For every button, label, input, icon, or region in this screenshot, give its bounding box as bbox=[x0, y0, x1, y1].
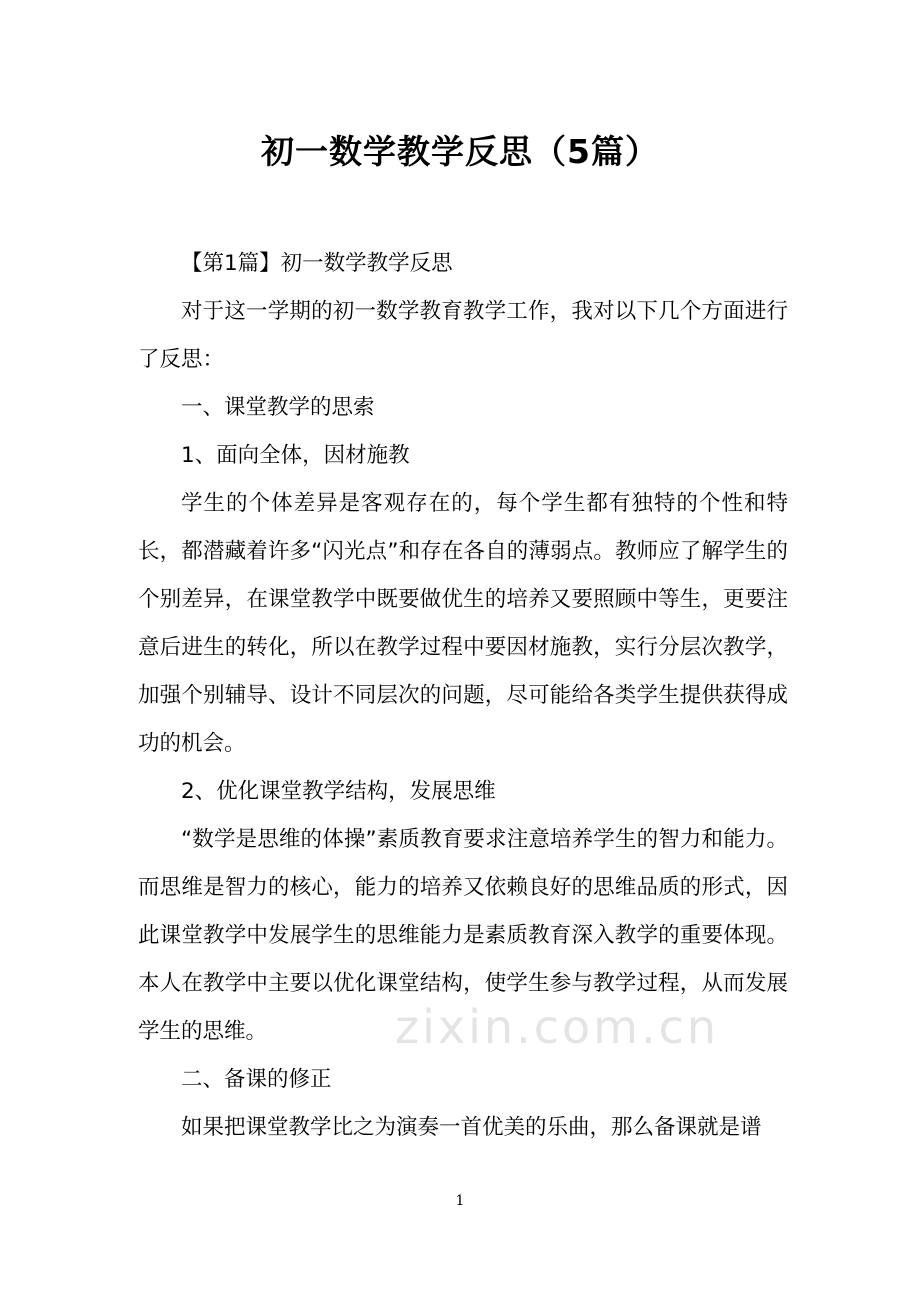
watermark: zixin.com.cn bbox=[395, 1000, 720, 1054]
document-title: 初一数学教学反思（5篇） bbox=[261, 132, 659, 171]
subheading: 2、优化课堂教学结构，发展思维 bbox=[181, 779, 496, 804]
subheading: 二、备课的修正 bbox=[181, 1067, 332, 1092]
page-number: 1 bbox=[455, 1193, 465, 1209]
section-heading: 【第1篇】初一数学教学反思 bbox=[181, 251, 453, 276]
paragraph: 对于这一学期的初一数学教育教学工作，我对以下几个方面进行了反思： bbox=[138, 299, 788, 372]
subheading: 一、课堂教学的思索 bbox=[181, 395, 375, 420]
paragraph: “数学是思维的体操”素质教育要求注意培养学生的智力和能力。而思维是智力的核心，能力的培养又依赖良好的思维品质的形式，因此课堂教学中发展学生的思维能力是素质教育深入教学的重要体现。本人在教学中主要以优化课堂结构，使学生参与教学过程，从而发展学生的思维。 bbox=[138, 827, 788, 1044]
paragraph: 如果把课堂教学比之为演奏一首优美的乐曲，那么备课就是谱 bbox=[181, 1115, 762, 1140]
paragraph: 学生的个体差异是客观存在的，每个学生都有独特的个性和特长，都潜藏着许多“闪光点”和存在各自的薄弱点。教师应了解学生的个别差异，在课堂教学中既要做优生的培养又要照顾中等生，更要注意后进生的转化，所以在教学过程中要因材施教，实行分层次教学，加强个别辅导、设计不同层次的问题，尽可能给各类学生提供获得成功的机会。 bbox=[138, 491, 788, 756]
subheading: 1、面向全体，因材施教 bbox=[181, 443, 410, 468]
